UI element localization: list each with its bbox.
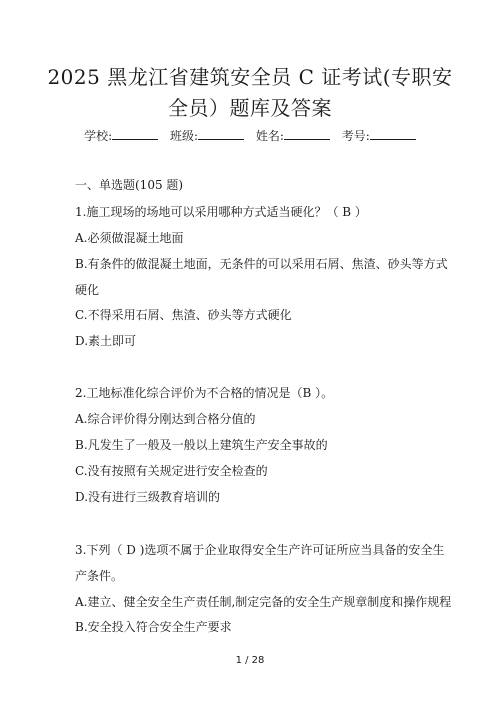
- field-label: 考号:: [341, 129, 370, 143]
- field-label: 班级:: [170, 129, 199, 143]
- student-info-fields: [0, 128, 500, 144]
- q2-option-b: B.凡发生了一般及一般以上建筑生产安全事故的: [75, 438, 328, 452]
- q1-option-a: A.必须做混凝土地面: [75, 231, 184, 245]
- q2-option-a: A.综合评价得分刚达到合格分值的: [75, 412, 256, 426]
- fill-blank: [370, 128, 416, 140]
- field-name: [256, 128, 330, 144]
- field-class: [170, 128, 244, 144]
- fill-blank: [112, 128, 158, 140]
- q3-option-a: A.建立、健全安全生产责任制,制定完备的安全生产规章制度和操作规程: [75, 595, 452, 609]
- question-2: 2.工地标准化综合评价为不合格的情况是（B ）。: [75, 386, 334, 400]
- fill-blank: [284, 128, 330, 140]
- q1-option-d: D.素土即可: [75, 334, 137, 348]
- page-number: 1 / 28: [235, 655, 265, 666]
- title-line-1: 2025 黑龙江省建筑安全员 C 证考试(专职安: [47, 65, 453, 89]
- q1-option-c: C.不得采用石屑、焦渣、砂头等方式硬化: [75, 308, 292, 322]
- q1-option-b-cont: 硬化: [75, 283, 100, 297]
- field-label: 姓名:: [255, 129, 284, 143]
- section-heading: 一、单选题(105 题): [75, 178, 184, 192]
- q2-option-d: D.没有进行三级教育培训的: [75, 490, 221, 504]
- fill-blank: [198, 128, 244, 140]
- q1-option-b: B.有条件的做混凝土地面，无条件的可以采用石屑、焦渣、砂头等方式: [75, 257, 448, 271]
- document-title: [40, 62, 460, 124]
- field-label: 学校:: [84, 129, 113, 143]
- question-3: 3.下列（ D )选项不属于企业取得安全生产许可证所应当具备的安全生: [75, 543, 445, 557]
- title-line-2: 全员）题库及答案: [168, 96, 332, 120]
- question-1: 1.施工现场的场地可以采用哪种方式适当硬化？（ B ）: [75, 205, 367, 219]
- question-3-cont: 产条件。: [75, 569, 124, 583]
- field-exam-number: [342, 128, 416, 144]
- q2-option-c: C.没有按照有关规定进行安全检查的: [75, 464, 268, 478]
- q3-option-b: B.安全投入符合安全生产要求: [75, 620, 232, 634]
- field-school: [84, 128, 158, 144]
